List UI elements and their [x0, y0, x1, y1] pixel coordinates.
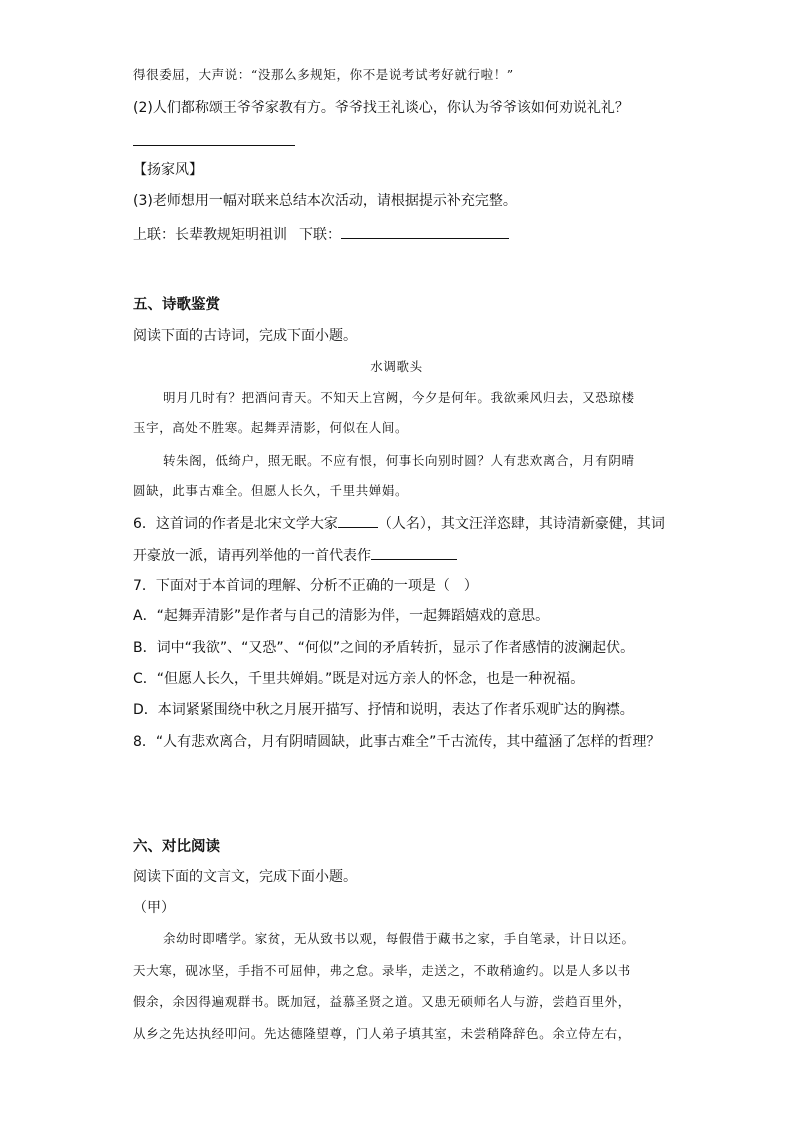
option-d: D．本词紧紧围绕中秋之月展开描写、抒情和说明，表达了作者乐观旷达的胸襟。: [133, 702, 634, 718]
question-6-part2: （人名），其文汪洋恣肆，其诗清新豪健，其词: [377, 516, 665, 532]
option-b: B．词中“我欲”、“又恐”、“何似”之间的矛盾转折，显示了作者感情的波澜起伏。: [133, 640, 635, 656]
question-7: 7．下面对于本首词的理解、分析不正确的一项是（ ）: [133, 578, 478, 594]
couplet-upper: 上联：长辈教规矩明祖训: [133, 227, 287, 243]
poem-line: 转朱阁，低绮户，照无眠。不应有恨，何事长向别时圆？人有悲欢离合，月有阴晴: [163, 453, 635, 468]
question-6-line2: [133, 545, 457, 566]
poem-line: 明月几时有？把酒问青天。不知天上宫阙，今夕是何年。我欲乘风归去，又恐琼楼: [163, 390, 635, 405]
poem-line: 圆缺，此事古难全。但愿人长久，千里共婵娟。: [133, 483, 409, 498]
classical-text-line: 从乡之先达执经叩问。先达德隆望尊，门人弟子填其室，未尝稍降辞色。余立侍左右，: [133, 1026, 631, 1041]
question-6-part1: 6．这首词的作者是北宋文学大家: [133, 516, 338, 532]
couplet-line: [133, 224, 509, 245]
section-heading-yangjiafeng: 【扬家风】: [133, 162, 203, 178]
section-heading-5: 五、诗歌鉴赏: [133, 297, 220, 313]
classical-text-line: 假余，余因得遍观群书。既加冠，益慕圣贤之道。又患无硕师名人与游，尝趋百里外，: [133, 994, 631, 1009]
answer-line: [133, 145, 295, 146]
question-6-line2-text: 开豪放一派，请再列举他的一首代表作: [133, 548, 371, 564]
work-blank: [371, 545, 457, 560]
couplet-lower-label: 下联：: [299, 227, 341, 243]
poem-line: 玉宇，高处不胜寒。起舞弄清影，何似在人间。: [133, 420, 409, 435]
question-6: [133, 513, 665, 534]
question-3: (3)老师想用一幅对联来总结本次活动，请根据提示补充完整。: [133, 193, 517, 209]
couplet-answer-blank: [341, 224, 509, 239]
author-blank: [338, 513, 378, 528]
part-label: （甲）: [133, 900, 175, 916]
question-8: 8．“人有悲欢离合，月有阴晴圆缺，此事古难全”千古流传，其中蕴涵了怎样的哲理？: [133, 734, 661, 750]
option-a: A．“起舞弄清影”是作者与自己的清影为伴，一起舞蹈嬉戏的意思。: [133, 608, 550, 624]
instruction: 阅读下面的古诗词，完成下面小题。: [133, 328, 357, 344]
classical-text-line: 余幼时即嗜学。家贫，无从致书以观，每假借于藏书之家，手自笔录，计日以还。: [163, 931, 635, 946]
classical-text-line: 天大寒，砚冰坚，手指不可屈伸，弗之怠。录毕，走送之，不敢稍逾约。以是人多以书: [133, 963, 631, 978]
poem-title: 水调歌头: [370, 359, 423, 374]
section-heading-6: 六、对比阅读: [133, 839, 220, 855]
question-2: (2)人们都称颂王爷爷家教有方。爷爷找王礼谈心，你认为爷爷该如何劝说礼礼？: [133, 100, 629, 116]
text-line: 得很委屈，大声说：“没那么多规矩，你不是说考试考好就行啦！”: [133, 67, 514, 82]
instruction: 阅读下面的文言文，完成下面小题。: [133, 869, 357, 885]
option-c: C．“但愿人长久，千里共婵娟。”既是对远方亲人的怀念，也是一种祝福。: [133, 671, 585, 687]
